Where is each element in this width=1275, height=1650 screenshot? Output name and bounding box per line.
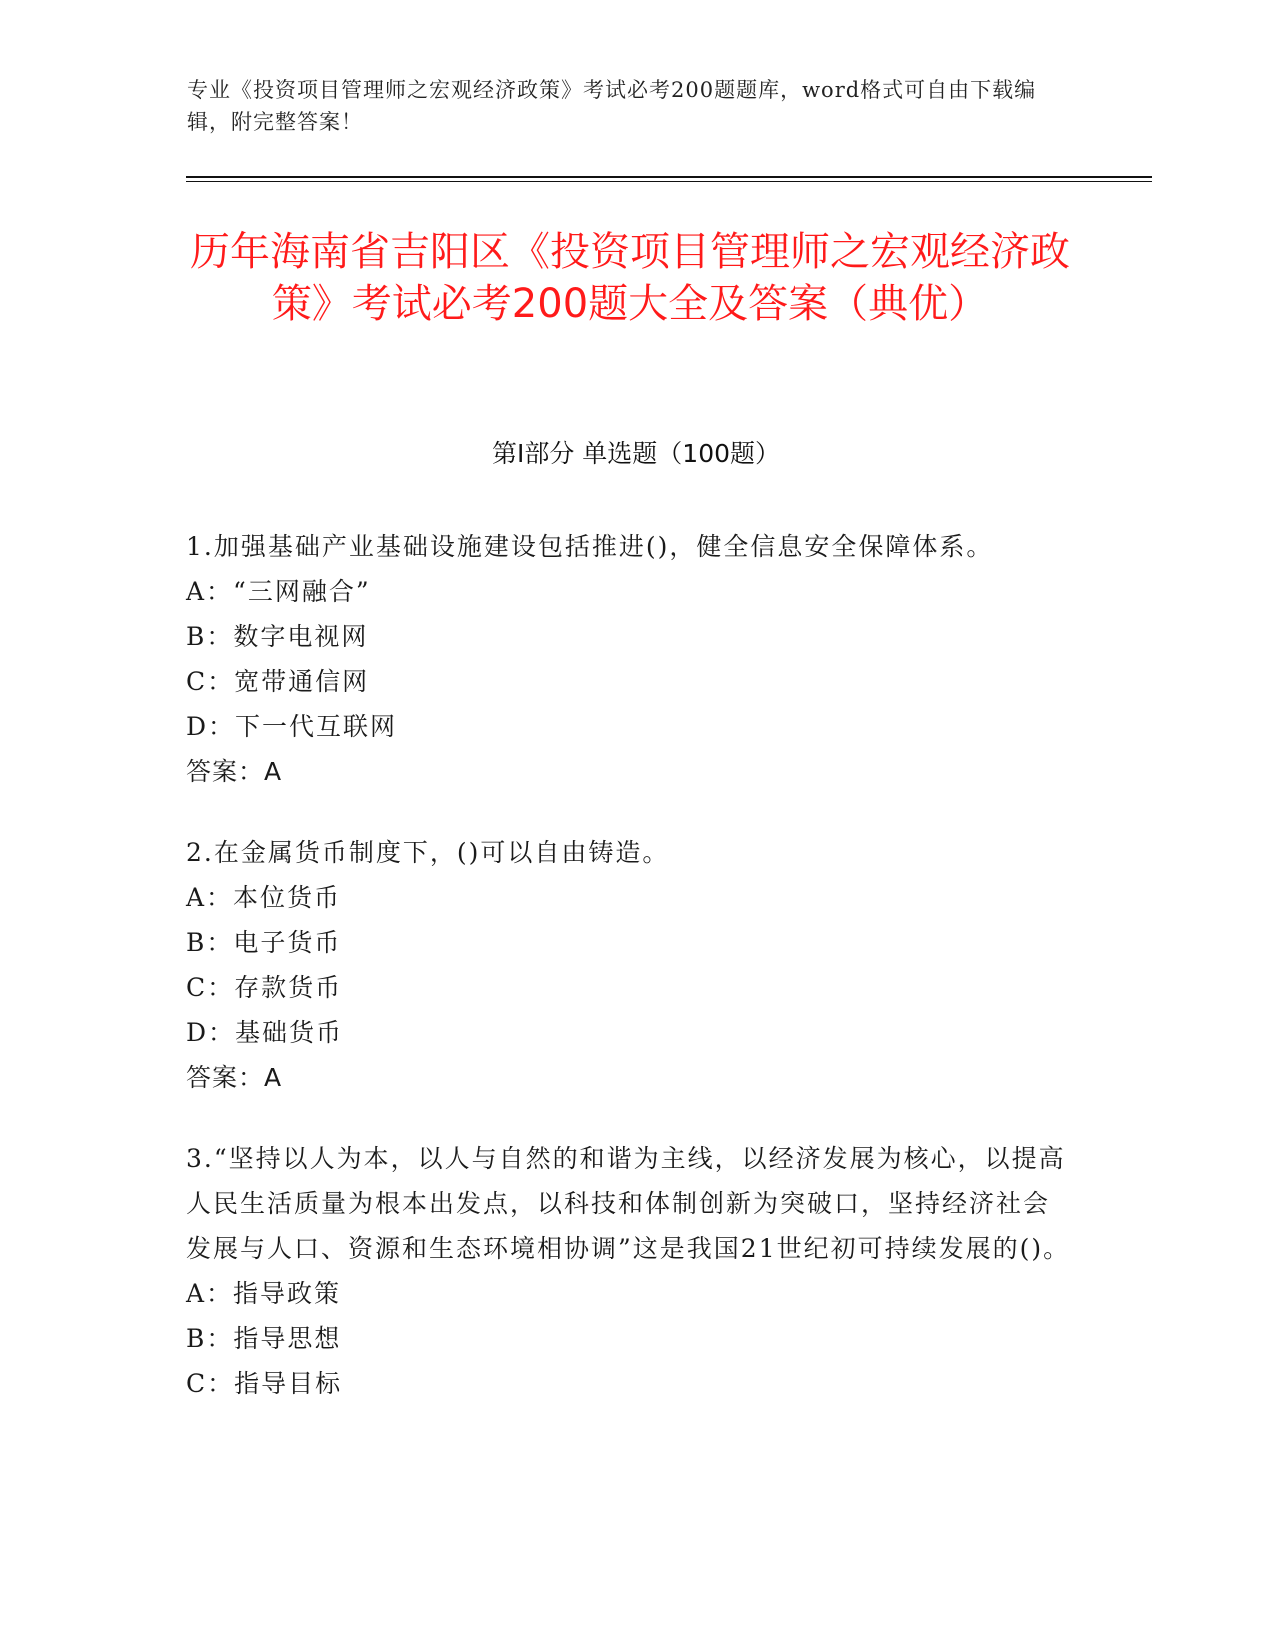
answer-line: 答案：A (186, 1063, 283, 1092)
question-3 (186, 1136, 1076, 1406)
option-d: D：下一代互联网 (186, 712, 398, 741)
option-c: C：指导目标 (186, 1369, 343, 1398)
option-a: A：“三网融合” (186, 577, 371, 606)
header-rule-thin (186, 181, 1152, 182)
option-b: B：指导思想 (186, 1324, 342, 1353)
answer-line: 答案：A (186, 757, 283, 786)
question-list (186, 524, 1076, 1442)
question-stem: 2.在金属货币制度下，()可以自由铸造。 (186, 838, 670, 867)
section-heading: 第Ⅰ部分 单选题（100题） (491, 439, 781, 468)
option-c: C：宽带通信网 (186, 667, 370, 696)
option-d: D：基础货币 (186, 1018, 344, 1047)
option-a: A：本位货币 (186, 883, 342, 912)
question-2 (186, 830, 1076, 1100)
question-stem: 1.加强基础产业基础设施建设包括推进()，健全信息安全保障体系。 (186, 532, 994, 561)
option-b: B：电子货币 (186, 928, 342, 957)
option-a: A：指导政策 (186, 1279, 342, 1308)
header-rule-thick (186, 176, 1152, 178)
document-title: 历年海南省吉阳区《投资项目管理师之宏观经济政策》考试必考200题大全及答案（典优） (190, 229, 1070, 327)
question-stem: 3.“坚持以人为本，以人与自然的和谐为主线，以经济发展为核心，以提高人民生活质量为根本出发点，以科技和体制创新为突破口，坚持经济社会发展与人口、资源和生态环境相协调”这是我国21世纪初可持续发展的()。 (186, 1144, 1071, 1263)
header-note: 专业《投资项目管理师之宏观经济政策》考试必考200题题库，word格式可自由下载编辑，附完整答案！ (187, 78, 1037, 134)
option-b: B：数字电视网 (186, 622, 369, 651)
question-1 (186, 524, 1076, 794)
option-c: C：存款货币 (186, 973, 343, 1002)
